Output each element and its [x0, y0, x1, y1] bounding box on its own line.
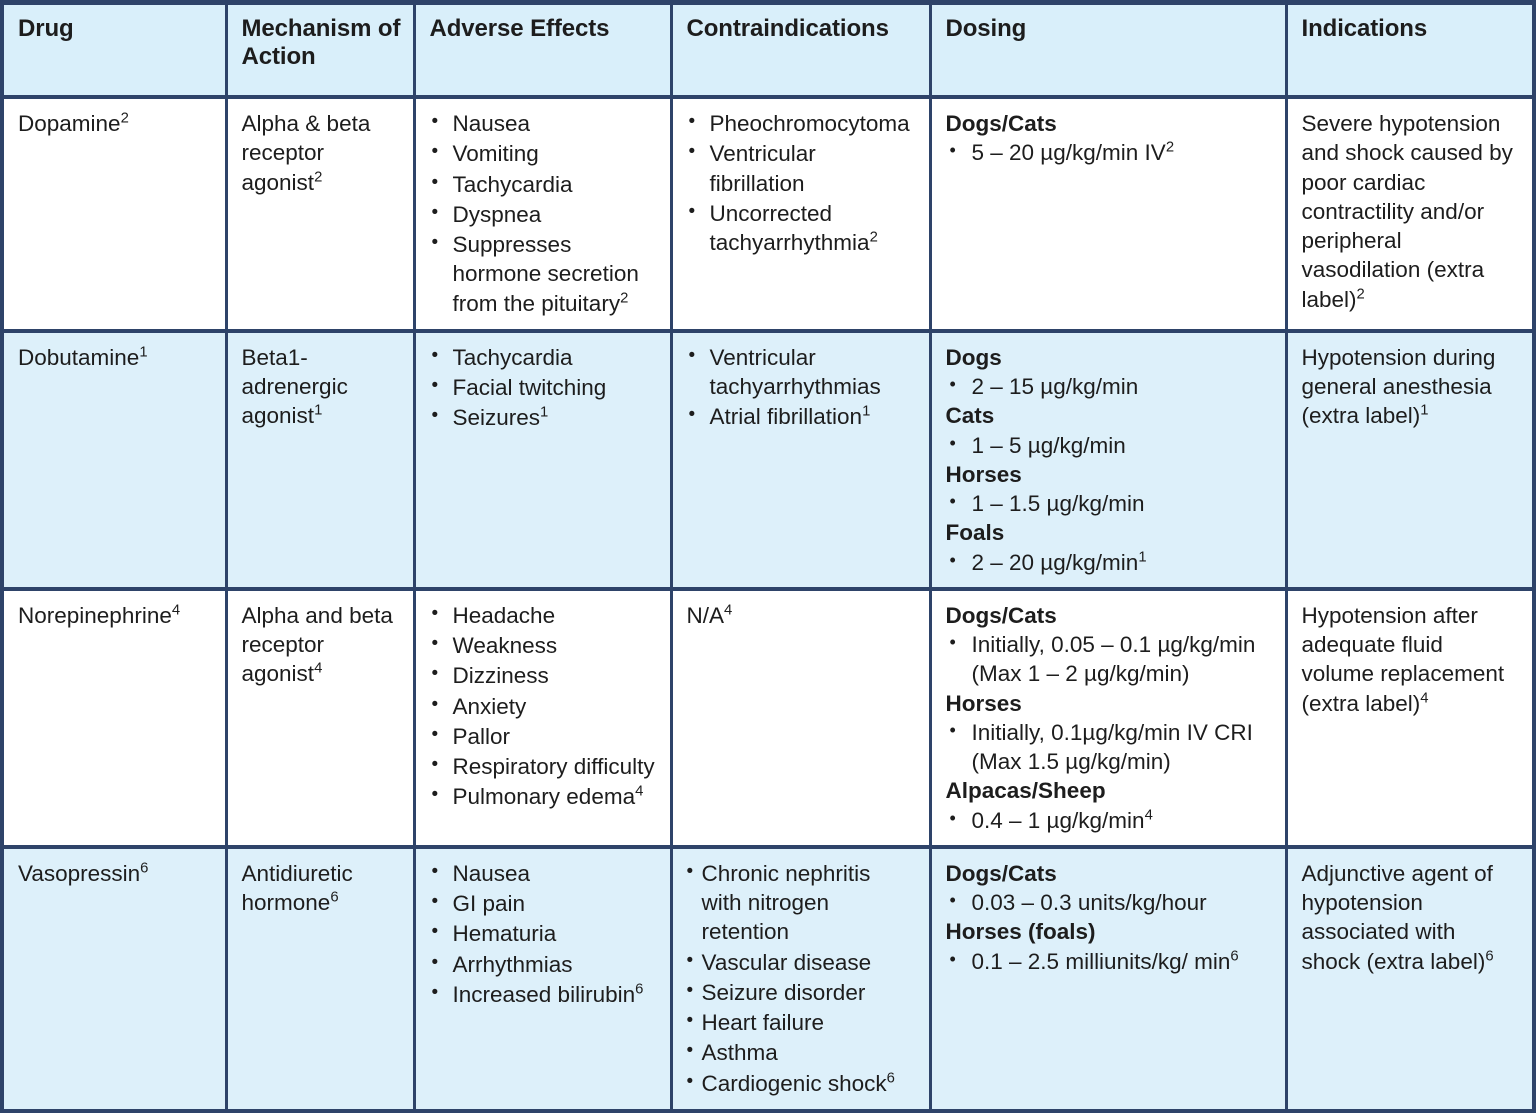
cell-contraindications — [671, 589, 930, 847]
list-item: • Dizziness — [430, 661, 658, 690]
reference-superscript: 6 — [886, 1070, 895, 1086]
dose-species-label: Alpacas/Sheep — [945, 778, 1106, 804]
reference-superscript: 6 — [635, 981, 644, 998]
reference-superscript: 2 — [1356, 286, 1365, 302]
reference-superscript: 4 — [1144, 807, 1153, 823]
cell-adverse-effects — [414, 589, 671, 847]
list-item: • Dyspnea — [430, 200, 658, 229]
list-item: • Cardiogenic shock$^6$ — [687, 1069, 917, 1098]
list-item: • Increased bilirubin$^6$ — [430, 980, 658, 1009]
dose-list — [946, 489, 1273, 518]
adverse-effects-list — [430, 859, 658, 1009]
dose-species-label: Dogs/Cats — [945, 111, 1057, 136]
list-item: • Anxiety — [430, 692, 658, 721]
dose-group — [946, 917, 1273, 976]
dose-species-label: Horses (foals) — [945, 919, 1096, 945]
drug-name: Vasopressin$^6$ — [18, 860, 149, 886]
dose-item: • 2 – 15 µg/kg/min — [946, 372, 1273, 401]
list-item: • Atrial fibrillation$^1$ — [687, 402, 917, 431]
dose-item: • Initially, 0.05 – 0.1 µg/kg/min (Max 1 – 2 µg/kg/min) — [946, 630, 1273, 689]
dose-group — [946, 859, 1273, 918]
reference-superscript: 1 — [139, 344, 148, 361]
cell-dosing — [930, 847, 1286, 1109]
cell-mechanism-of-action — [226, 847, 414, 1109]
column-header-adverse-effects: Adverse Effects — [414, 5, 671, 97]
list-item: • Pallor — [430, 722, 658, 751]
reference-superscript: 4 — [635, 783, 644, 800]
dose-group — [946, 109, 1273, 168]
cell-adverse-effects — [414, 331, 671, 589]
dose-list — [946, 372, 1273, 401]
reference-superscript: 1 — [1138, 549, 1147, 565]
list-item: • Chronic nephritis with nitrogen retention — [687, 859, 917, 947]
list-item: • Nausea — [430, 109, 658, 138]
reference-superscript: 4 — [171, 602, 181, 619]
reference-superscript: 4 — [1420, 690, 1429, 706]
dose-species-label: Cats — [945, 403, 995, 429]
dose-list — [946, 888, 1273, 917]
cell-drug — [4, 97, 226, 331]
dose-item: • 0.03 – 0.3 units/kg/hour — [946, 888, 1273, 917]
dose-item: • Initially, 0.1µg/kg/min IV CRI (Max 1.5 µg/kg/min) — [946, 718, 1273, 777]
dose-list — [946, 630, 1273, 689]
column-header-drug: Drug — [4, 5, 226, 97]
dose-item: • 1 – 5 µg/kg/min — [946, 431, 1273, 460]
cell-mechanism-of-action — [226, 97, 414, 331]
reference-superscript: 6 — [1485, 948, 1494, 964]
cell-adverse-effects — [414, 847, 671, 1109]
dose-species-label: Dogs — [945, 344, 1002, 370]
dose-species-label: Dogs/Cats — [945, 602, 1057, 628]
dose-group — [946, 343, 1273, 402]
table-row — [4, 847, 1532, 1109]
cell-drug — [4, 589, 226, 847]
drug-name: Norepinephrine$^4$ — [18, 602, 181, 628]
cell-dosing — [930, 589, 1286, 847]
adverse-effects-list — [430, 343, 658, 433]
list-item: • Uncorrected tachyarrhythmia$^2$ — [687, 199, 917, 258]
indications-text: Hypotension after adequate fluid volume replacement (extra label)$^4$ — [1301, 602, 1505, 716]
contraindications-list — [687, 859, 917, 1098]
list-item: • Vomiting — [430, 139, 658, 168]
cell-dosing — [930, 97, 1286, 331]
dose-group — [946, 689, 1273, 777]
cell-dosing — [930, 331, 1286, 589]
cell-contraindications — [671, 97, 930, 331]
dose-species-label: Horses — [945, 690, 1022, 716]
dose-item: • 0.4 – 1 $\mu g/kg/\min^4$ — [946, 806, 1273, 835]
dose-item: • 2 – 20 $\mu g/kg/\min^1$ — [946, 548, 1273, 577]
list-item: • GI pain — [430, 889, 658, 918]
mechanism-text: Beta1-adrenergic agonist$^1$ — [241, 344, 348, 429]
cell-drug — [4, 847, 226, 1109]
contraindications-list — [687, 343, 917, 432]
reference-superscript: 2 — [620, 290, 629, 306]
cell-drug — [4, 331, 226, 589]
list-item: • Arrhythmias — [430, 950, 658, 979]
dose-list — [946, 138, 1273, 167]
reference-superscript: 4 — [314, 660, 323, 677]
reference-superscript: 2 — [120, 110, 129, 127]
dose-species-label: Dogs/Cats — [945, 860, 1057, 886]
header-row — [4, 5, 1532, 97]
cell-indications — [1286, 847, 1532, 1109]
reference-superscript: 2 — [869, 229, 878, 246]
adverse-effects-list — [430, 601, 658, 812]
list-item: • Respiratory difficulty — [430, 752, 658, 781]
list-item: • Tachycardia — [430, 170, 658, 199]
dose-list — [946, 718, 1273, 777]
table-row — [4, 97, 1532, 331]
list-item: • Seizures$^1$ — [430, 403, 658, 432]
contraindications-text: $N/A^4$ — [686, 602, 733, 628]
dose-item: • 5 – 20 µg/kg/min $IV^2$ — [946, 138, 1273, 167]
reference-superscript: 2 — [314, 169, 323, 185]
table-header — [4, 5, 1532, 97]
dose-list — [946, 806, 1273, 835]
mechanism-text: Alpha & beta receptor agonist$^2$ — [241, 111, 371, 195]
reference-superscript: 4 — [724, 602, 733, 619]
drug-name: Dobutamine$^1$ — [18, 344, 148, 370]
indications-text: Hypotension during general anesthesia (extra label)$^1$ — [1301, 344, 1496, 429]
cell-indications — [1286, 331, 1532, 589]
reference-superscript: 6 — [140, 860, 149, 877]
indications-text: Adjunctive agent of hypotension associated with shock (extra label)$^6$ — [1301, 860, 1494, 974]
list-item: • Pulmonary edema$^4$ — [430, 782, 658, 811]
reference-superscript: 2 — [1165, 139, 1175, 156]
dose-list — [946, 431, 1273, 460]
cell-mechanism-of-action — [226, 589, 414, 847]
column-header-mechanism-of-action: Mechanism of Action — [226, 5, 414, 97]
dose-group — [946, 518, 1273, 577]
cell-indications — [1286, 589, 1532, 847]
column-header-dosing: Dosing — [930, 5, 1286, 97]
list-item: • Facial twitching — [430, 373, 658, 402]
reference-superscript: 1 — [862, 403, 871, 420]
reference-superscript: 1 — [314, 402, 323, 419]
contraindications-list — [687, 109, 917, 257]
list-item: • Weakness — [430, 631, 658, 660]
list-item: • Suppresses hormone secretion from the pituitary$^2$ — [430, 230, 658, 318]
cell-indications — [1286, 97, 1532, 331]
list-item: • Vascular disease — [687, 948, 917, 977]
reference-superscript: 6 — [1230, 948, 1239, 964]
adverse-effects-list — [430, 109, 658, 318]
list-item: • Hematuria — [430, 919, 658, 948]
cell-adverse-effects — [414, 97, 671, 331]
dose-group — [946, 776, 1273, 835]
reference-superscript: 6 — [330, 889, 339, 906]
reference-superscript: 1 — [540, 404, 549, 421]
dose-item: • 1 – 1.5 µg/kg/min — [946, 489, 1273, 518]
dose-group — [946, 401, 1273, 460]
table-row — [4, 589, 1532, 847]
list-item: • Ventricular tachyarrhythmias — [687, 343, 917, 402]
dose-max-line: (Max 1.5 µg/kg/min) — [971, 749, 1171, 774]
indications-text: Severe hypotension and shock caused by poor cardiac contractility and/or peripheral vasodilation (extra label)$^2$ — [1301, 111, 1513, 312]
list-item: • Headache — [430, 601, 658, 630]
cell-contraindications — [671, 331, 930, 589]
reference-superscript: 1 — [1420, 402, 1429, 419]
drug-name: Dopamine$^2$ — [18, 110, 129, 136]
list-item: • Asthma — [687, 1038, 917, 1067]
list-item: • Seizure disorder — [687, 978, 917, 1007]
dose-list — [946, 947, 1273, 976]
list-item: • Heart failure — [687, 1008, 917, 1037]
column-header-indications: Indications — [1286, 5, 1532, 97]
dose-item: • 0.1 – 2.5 milliunits/kg/ $\min^6$ — [946, 947, 1273, 976]
dose-group — [946, 460, 1273, 519]
dose-max-line: (Max 1 – 2 µg/kg/min) — [971, 661, 1190, 687]
drug-reference-table — [4, 5, 1532, 1109]
list-item: • Pheochromocytoma — [687, 109, 917, 138]
mechanism-text: Alpha and beta receptor agonist$^4$ — [241, 602, 393, 687]
dose-list — [946, 548, 1273, 577]
table-row — [4, 331, 1532, 589]
dose-species-label: Horses — [945, 461, 1022, 487]
column-header-contraindications: Contraindications — [671, 5, 930, 97]
mechanism-text: Antidiuretic hormone$^6$ — [241, 860, 353, 915]
list-item: • Nausea — [430, 859, 658, 888]
list-item: • Tachycardia — [430, 343, 658, 372]
table-body — [4, 97, 1532, 1109]
dose-group — [946, 601, 1273, 689]
cell-contraindications — [671, 847, 930, 1109]
list-item: • Ventricular fibrillation — [687, 139, 917, 198]
dose-species-label: Foals — [945, 520, 1005, 546]
cell-mechanism-of-action — [226, 331, 414, 589]
